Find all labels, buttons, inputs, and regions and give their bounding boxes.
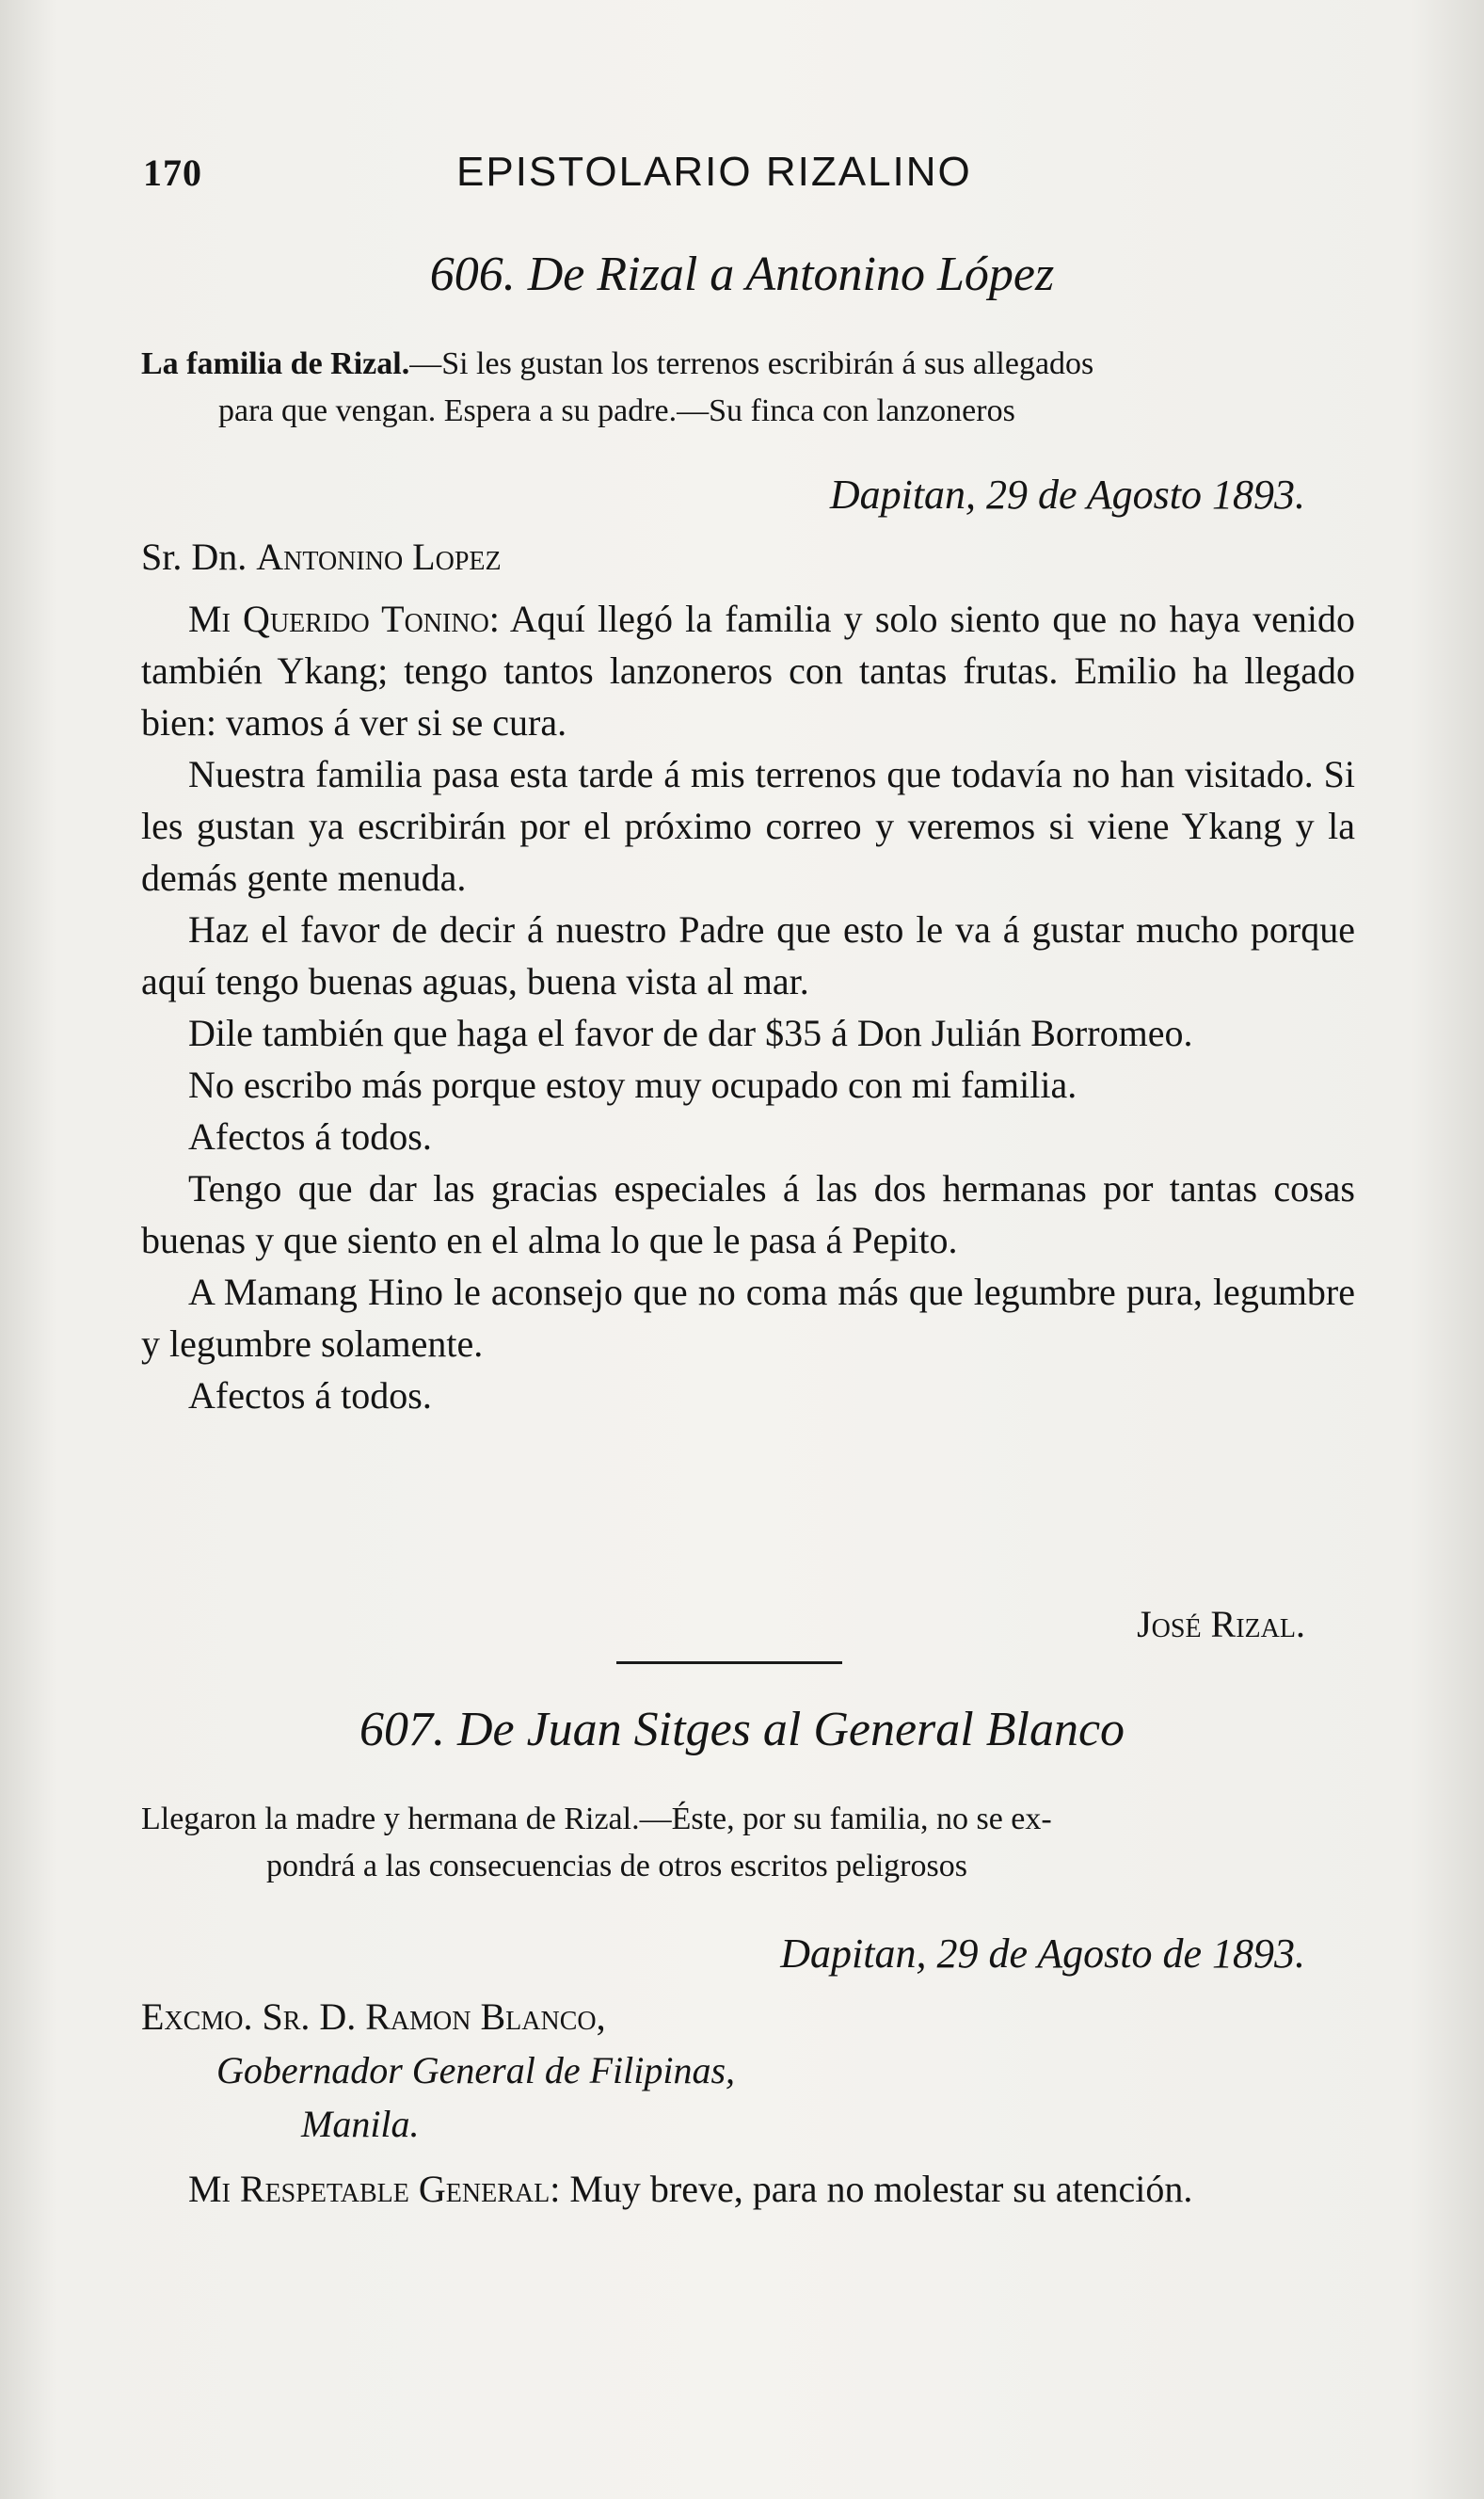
letter-607-addressee-line-1 — [141, 1991, 606, 2042]
letter-606-paragraph-9: Afectos á todos. — [188, 1374, 432, 1417]
letter-606-paragraph-7: Tengo que dar las gracias especiales á las dos hermanas por tantas cosas buenas y que siento en el alma lo que le pasa á Pepito. — [141, 1167, 1355, 1261]
letter-606-title: 606. De Rizal a Antonino López — [429, 248, 1055, 301]
page-number: 170 — [143, 152, 202, 194]
letter-607-date: Dapitan, 29 de Agosto de 1893. — [780, 1930, 1305, 1977]
letter-607-addressee-line-3: Manila. — [301, 2103, 420, 2145]
section-divider — [616, 1661, 842, 1664]
addressee-prefix: Sr. Dn. — [141, 536, 247, 578]
letter-606-signature: José Rizal. — [1137, 1603, 1305, 1645]
letter-607-body — [141, 2163, 1355, 2215]
addressee-line-1-text: Excmo. Sr. D. Ramon Blanco, — [141, 1995, 606, 2038]
letter-607-paragraph-1 — [141, 2163, 1355, 2215]
letter-606-paragraph-2: Nuestra familia pasa esta tarde á mis terrenos que todavía no han visitado. Si les gustan ya escribirán por el próximo correo y veremos si viene Ykang y la demás gente menuda. — [141, 753, 1355, 899]
letter-606-paragraph-3: Haz el favor de decir á nuestro Padre que esto le va á gustar mucho porque aquí tengo buenas aguas, buena vista al mar. — [141, 908, 1355, 1002]
letter-606-summary-line-1 — [141, 341, 1093, 388]
letter-606-paragraph-4: Dile también que haga el favor de dar $35 á Don Julián Borromeo. — [188, 1012, 1193, 1054]
letter-607-summary-line-2: pondrá a las consecuencias de otros escritos peligrosos — [266, 1849, 967, 1883]
paragraph-text: : Aquí llegó la familia y solo siento que no haya venido también Ykang; tengo tantos lanzoneros con tantas frutas. Emilio ha llegado bien: vamos á ver si se cura. — [141, 598, 1355, 744]
letter-607-summary-line-1: Llegaron la madre y hermana de Rizal.—Éste, por su familia, no se ex- — [141, 1802, 1052, 1836]
paragraph-text: : Muy breve, para no molestar su atención. — [550, 2168, 1193, 2210]
salutation: Mi Respetable General — [188, 2168, 551, 2210]
letter-606-body — [141, 593, 1355, 1421]
letter-606-summary-line-2: para que vengan. Espera a su padre.—Su finca con lanzoneros — [218, 393, 1015, 428]
letter-606-date: Dapitan, 29 de Agosto 1893. — [829, 472, 1305, 518]
letter-606-paragraph-6: Afectos á todos. — [188, 1115, 432, 1158]
salutation: Mi Querido Tonino — [188, 598, 489, 640]
letter-607-title: 607. De Juan Sitges al General Blanco — [359, 1703, 1125, 1756]
letter-606-paragraph-8: A Mamang Hino le aconsejo que no coma más que legumbre pura, legumbre y legumbre solamente. — [141, 1271, 1355, 1365]
summary-lead: La familia de Rizal. — [141, 346, 410, 381]
letter-606-paragraph-5: No escribo más porque estoy muy ocupado con mi familia. — [188, 1064, 1077, 1106]
letter-607-addressee-line-2: Gobernador General de Filipinas, — [216, 2049, 736, 2091]
letter-606-addressee — [141, 535, 502, 579]
addressee-name: Antonino Lopez — [256, 536, 502, 578]
running-title: EPISTOLARIO RIZALINO — [456, 149, 972, 195]
summary-line-1-rest: —Si les gustan los terrenos escribirán á sus allegados — [409, 346, 1094, 381]
letter-606-paragraph-1 — [141, 593, 1355, 748]
